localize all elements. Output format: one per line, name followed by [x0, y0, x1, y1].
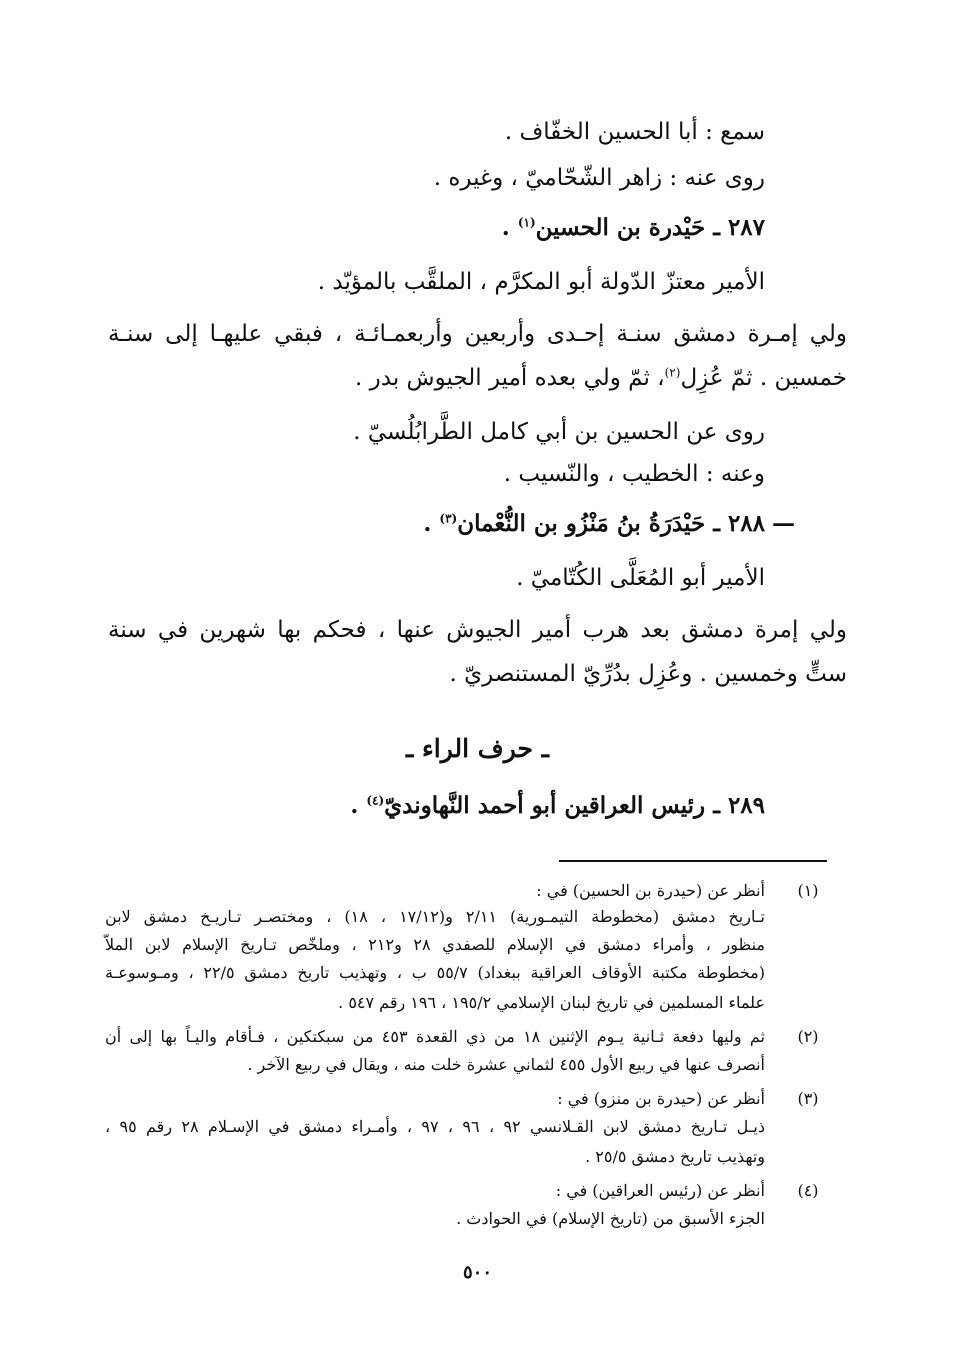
- text-line-justified: ولي إمرة دمشق بعد هرب أمير الجيوش عنها ، فحكم بها شهرين في سنة: [108, 617, 847, 643]
- text-line: الأمير معتزّ الدّولة أبو المكرَّم ، الملقَّب بالمؤيّد .: [317, 269, 765, 295]
- text-span: ، ثمّ ولي بعده أمير الجيوش بدر .: [355, 365, 665, 391]
- footnote-line: أنظر عن (حيدرة بن الحسين) في :: [536, 881, 765, 900]
- entry-heading-288: [423, 508, 765, 540]
- text-line: روى عنه : زاهر الشّحّاميّ ، وغيره .: [433, 165, 765, 191]
- footnote-line: أنظر عن (حيدرة بن منزو) في :: [557, 1089, 765, 1108]
- footnote-separator: [559, 860, 827, 862]
- footnote-line: أنظر عن (رئيس العراقين) في :: [555, 1181, 765, 1200]
- section-title: ـ حرف الراء ـ: [406, 734, 549, 763]
- punctuation: .: [423, 510, 440, 537]
- punctuation: .: [501, 214, 518, 241]
- text-line: الأمير أبو المُعَلَّى الكُتّاميّ .: [516, 565, 765, 591]
- text-line: [355, 362, 847, 394]
- punctuation: .: [350, 792, 367, 819]
- footnote-line: وتهذيب تاريخ دمشق ٢٥/٥ .: [585, 1147, 765, 1166]
- footnote-line: علماء المسلمين في تاريخ لبنان الإسلامي ١٩٥/٢ ، ١٩٦ رقم ٥٤٧ .: [338, 993, 765, 1012]
- footnote-number: (٤): [797, 1181, 819, 1200]
- footnote-line: أنصرف عنها في ربيع الأول ٤٥٥ لثماني عشرة خلت منه ، ويقال في ربيع الآخر .: [247, 1055, 765, 1074]
- text-line: سمع : أبا الحسين الخفّاف .: [504, 119, 765, 145]
- footnote-ref: (٤): [366, 793, 385, 808]
- footnote-number: (١): [797, 881, 819, 900]
- footnote-number: (٢): [797, 1027, 819, 1046]
- text-line: روى عن الحسين بن أبي كامل الطَّرابُلُسيّ .: [353, 419, 765, 445]
- footnote-line: ثم وليها دفعة ثـانية يـوم الإثنين ١٨ من ذي القعدة ٤٥٣ من سبكتكين ، فـأقام واليـاً بها إلى أن: [105, 1027, 766, 1046]
- entry-number: ٢٨٩ ـ: [713, 792, 765, 819]
- entry-number: ٢٨٧ ـ: [713, 214, 765, 241]
- entry-name: حَيْدَرَةُ بنُ مَنْزُو بن النُّعْمان: [457, 510, 706, 537]
- footnote-line: منظور ، وأمراء دمشق في الإسلام للصفدي ٢٨ و٢١٢ ، وملخّص تـاريخ الإسلام لابن الملاّ: [105, 935, 766, 954]
- entry-name: حَيْدرة بن الحسين: [535, 214, 706, 241]
- footnote-ref: (٢): [664, 365, 681, 380]
- margin-dash-mark: —: [772, 510, 795, 537]
- text-line: وعنه : الخطيب ، والنّسيب .: [503, 461, 765, 487]
- text-line: ستٍّ وخمسين . وعُزِل بدُرِّيّ المستنصريّ .: [449, 661, 847, 687]
- footnote-line: (مخطوطة مكتبة الأوقاف العراقية ببغداد) ٥٥/٧ ب ، وتهذيب تاريخ دمشق ٢٢/٥ ، ومـوسوعـة: [105, 963, 765, 982]
- footnote-line: الجزء الأسبق من (تاريخ الإسلام) في الحوادث .: [456, 1209, 765, 1228]
- entry-heading-287: [502, 212, 765, 244]
- text-span: خمسين . ثمّ عُزِل: [680, 365, 847, 391]
- footnote-number: (٣): [797, 1089, 819, 1108]
- entry-heading-289: [350, 790, 765, 822]
- entry-name: رئيس العراقين أبو أحمد النَّهاونديّ: [384, 792, 706, 819]
- entry-number: ٢٨٨ ـ: [713, 510, 765, 537]
- footnote-ref: (١): [517, 215, 536, 230]
- footnote-ref: (٣): [439, 511, 458, 526]
- footnote-line: تـاريخ دمشق (مخطوطة التيمـورية) ٢/١١ و(١٧/١٢ ، ١٨) ، ومختصـر تـاريـخ دمشق لابن: [105, 907, 765, 926]
- text-line-justified: ولي إمـرة دمشق سنـة إحـدى وأربعين وأربعمـائـة ، فبقي عليهـا إلى سنـة: [108, 321, 847, 347]
- page-number: ٥٠٠: [462, 1262, 492, 1283]
- footnote-line: ذيـل تـاريخ دمشق لابن القـلانسي ٩٢ ، ٩٦ ، ٩٧ ، وأمـراء دمشق في الإسـلام ٢٨ رقم ٩٥ ،: [105, 1117, 765, 1136]
